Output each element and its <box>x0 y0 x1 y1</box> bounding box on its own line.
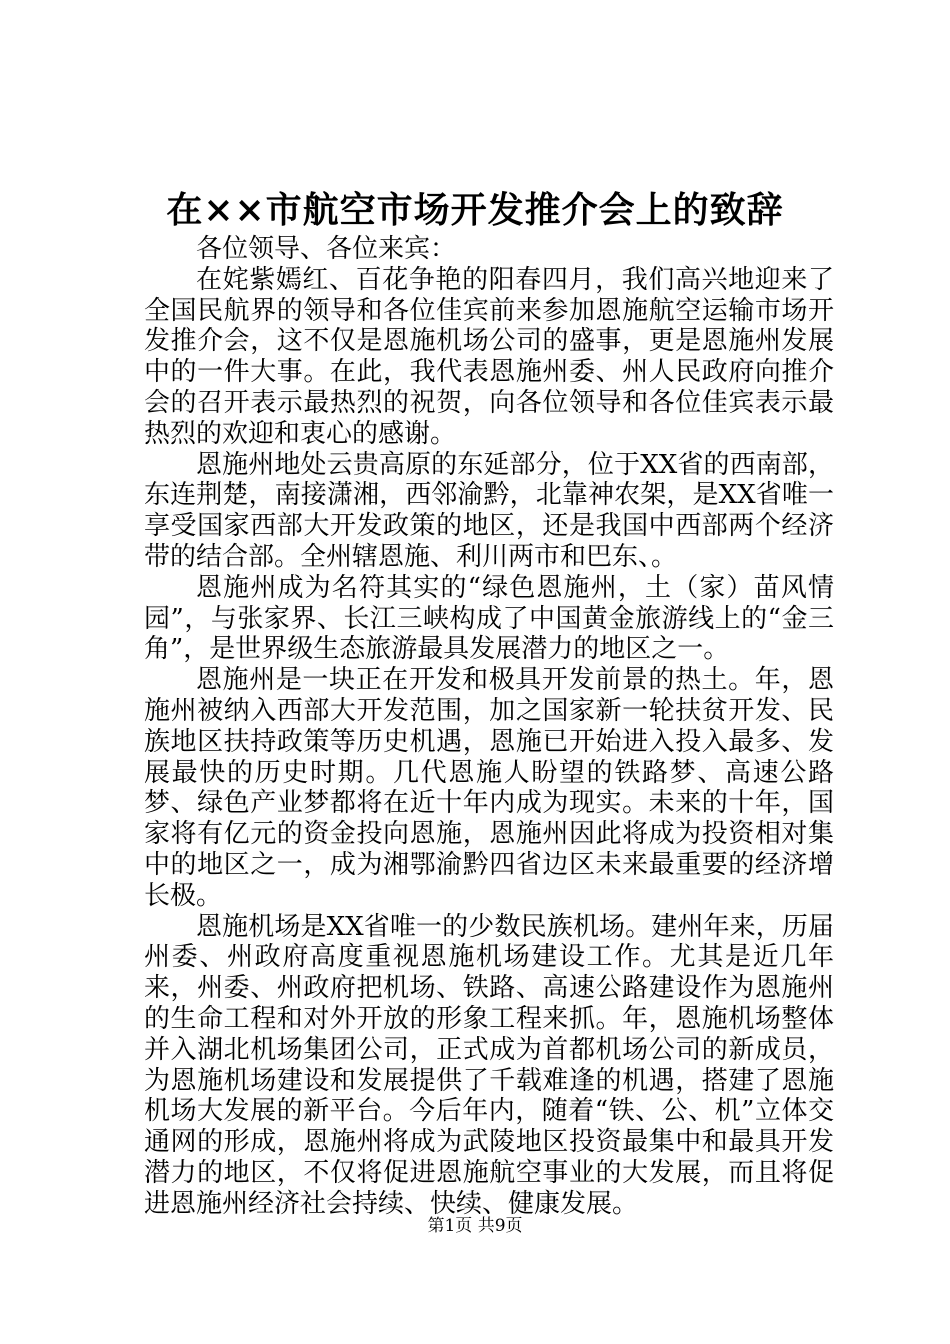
paragraph: 恩施机场是XX省唯一的少数民族机场。建州年来，历届州委、州政府高度重视恩施机场建设工作。尤其是近几年来，州委、州政府把机场、铁路、高速公路建设作为恩施州的生命工程和对外开放的形象工程来抓。年，恩施机场整体并入湖北机场集团公司，正式成为首都机场公司的新成员，为恩施机场建设和发展提供了千载难逢的机遇，搭建了恩施机场大发展的新平台。今后年内，随着“铁、公、机”立体交通网的形成，恩施州将成为武陵地区投资最集中和最具开发潜力的地区，不仅将促进恩施航空事业的大发展，而且将促进恩施州经济社会持续、快续、健康发展。 <box>144 911 834 1219</box>
document-body <box>144 234 834 1220</box>
paragraph: 在姹紫嫣红、百花争艳的阳春四月，我们高兴地迎来了全国民航界的领导和各位佳宾前来参加恩施航空运输市场开发推介会，这不仅是恩施机场公司的盛事，更是恩施州发展中的一件大事。在此，我代表恩施州委、州人民政府向推介会的召开表示最热烈的祝贺，向各位领导和各位佳宾表示最热烈的欢迎和衷心的感谢。 <box>144 264 834 449</box>
document-title: 在××市航空市场开发推介会上的致辞 <box>166 189 784 231</box>
page-number-footer: 第1页 共9页 <box>427 1216 523 1236</box>
paragraph: 恩施州成为名符其实的“绿色恩施州，土（家）苗风情园”，与张家界、长江三峡构成了中国黄金旅游线上的“金三角”，是世界级生态旅游最具发展潜力的地区之一。 <box>144 572 834 665</box>
paragraph: 恩施州地处云贵高原的东延部分，位于XX省的西南部，东连荆楚，南接潇湘，西邻渝黔，北靠神农架，是XX省唯一享受国家西部大开发政策的地区，还是我国中西部两个经济带的结合部。全州辖恩施、利川两市和巴东、。 <box>144 449 834 572</box>
paragraph: 恩施州是一块正在开发和极具开发前景的热土。年，恩施州被纳入西部大开发范围，加之国家新一轮扶贫开发、民族地区扶持政策等历史机遇，恩施已开始进入投入最多、发展最快的历史时期。几代恩施人盼望的铁路梦、高速公路梦、绿色产业梦都将在近十年内成为现实。未来的十年，国家将有亿元的资金投向恩施，恩施州因此将成为投资相对集中的地区之一，成为湘鄂渝黔四省边区未来最重要的经济增长极。 <box>144 665 834 911</box>
salutation: 各位领导、各位来宾： <box>196 234 457 264</box>
